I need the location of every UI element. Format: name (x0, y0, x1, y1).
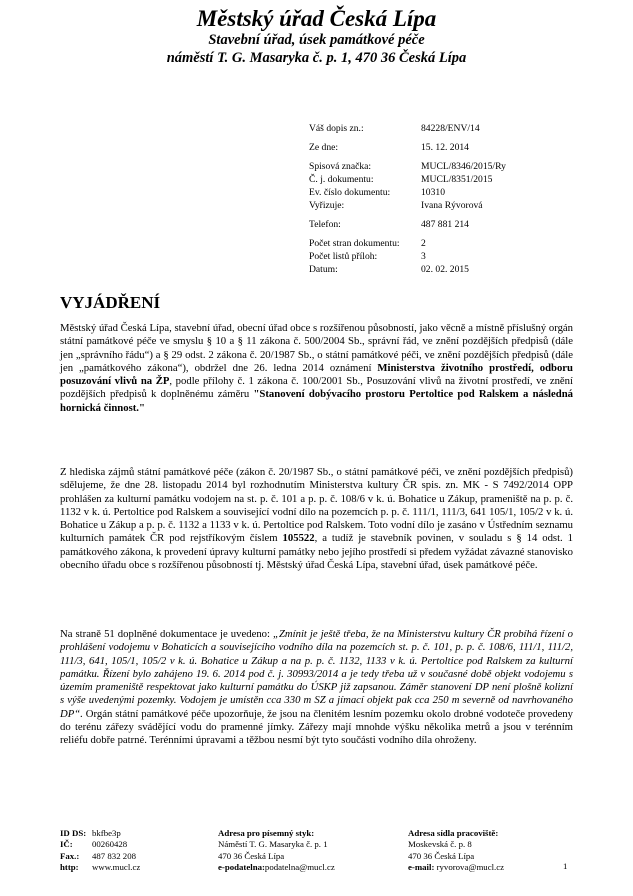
ref-row (309, 237, 506, 250)
footer-row (60, 862, 140, 873)
ref-value: 84228/ENV/14 (421, 123, 480, 134)
website-link[interactable]: www.mucl.cz (92, 861, 141, 872)
ref-row (309, 160, 506, 173)
ref-label: Č. j. dokumentu: (309, 174, 374, 185)
ref-row (309, 122, 506, 135)
quotation: „Zmínit je ještě třeba, že na Ministerstvu kultury ČR probíhá řízení o prohlášení vodojemu v Bohaticích a souvisejícího vodního díla na pozemcích st. p. č. 101, p. p. č. 108/6, 111/1, 111/2, 111/3, 641, 105/1, 105/2 v k. ú. Bohatice u Zákup a na p. p. č. 1132, 1133 v k. ú. Pertoltice pod Ralskem za kulturní památku. Řízení bylo zahájeno 19. 6. 2014 pod č. j. 30993/2014 a je tedy třeba už v současné době objekt vodojemu s územím prameniště respektovat jako kulturní památku do ÚSKP již zapsanou. Záměr stanovení DP není plošně kolizní s výše uvedenými pozemky. Vodojem je umístěn cca 330 m SZ a jímací objekt pak cca 250 m severně od navrhovaného DP“. (60, 628, 573, 720)
ref-label: Spisová značka: (309, 161, 372, 172)
department-name: Stavební úřad, úsek památkové péče (208, 32, 425, 48)
ref-value: MUCL/8351/2015 (421, 174, 493, 185)
ref-row (309, 186, 506, 199)
ref-value: Ivana Rývorová (421, 200, 483, 211)
office-address-line: Moskevská č. p. 8 (408, 839, 472, 850)
ref-label: Počet listů příloh: (309, 251, 378, 262)
footer-value: 00260428 (92, 839, 128, 850)
ref-row (309, 263, 506, 276)
paragraph-documentation (60, 628, 573, 748)
footer-label: e-podatelna: (218, 861, 265, 872)
text-run: Městský úřad Česká Lípa, stavební úřad, obecní úřad obce s rozšířenou působností, jako věcně a místně příslušný orgán státní památkové péče ve smyslu § 10 a § 11 zákona č. 500/2004 Sb., správní řád, ve znění pozdějších předpisů (dále jen „správního řádu“) a § 29 odst. 2 zákona č. 20/1987 Sb., o státní památkové péči, ve znění pozdějších předpisů (dále jen „památkového zákona“), obdržel dne 26. ledna 2014 oznámení (60, 322, 573, 374)
footer-label: http: (60, 861, 79, 872)
ref-value: 10310 (421, 187, 445, 198)
footer-label: ID DS: (60, 828, 87, 838)
footer-row (408, 862, 504, 873)
ministry-name: Ministerstva životního prostředí, odboru posuzování vlivů na ŽP (60, 361, 573, 388)
ref-row (309, 141, 506, 154)
register-number: 105522 (282, 532, 315, 545)
postal-address-line: 470 36 Česká Lípa (218, 850, 285, 861)
footer-label: e-mail: (408, 861, 435, 872)
footer-postal-address (218, 828, 335, 873)
page-number: 1 (563, 861, 568, 871)
document-title: VYJÁDŘENÍ (60, 293, 161, 312)
ref-value: 2 (421, 238, 426, 249)
ref-value: 02. 02. 2015 (421, 264, 469, 275)
ref-label: Váš dopis zn.: (309, 123, 364, 134)
text-run: Na straně 51 doplněné dokumentace je uvedeno: (60, 628, 274, 640)
ref-value: 15. 12. 2014 (421, 142, 469, 153)
ref-value: 487 881 214 (421, 219, 469, 230)
footer-row (60, 851, 140, 862)
ref-value: 3 (421, 251, 426, 262)
ref-row (309, 218, 506, 231)
ref-row (309, 199, 506, 212)
ref-label: Telefon: (309, 219, 341, 230)
ref-label: Počet stran dokumentu: (309, 238, 400, 249)
text-run: Orgán státní památkové péče upozorňuje, že jsou na členitém lesním pozemku okolo drobné vodoteče provedeny do terénu zářezy svádějící vodu do pramenné jímky. Zářezy mají mnohde výšku několika metrů a jsou v terénním reliéfu dobře patrné. Terénními úpravami a těžbou nesmí být tyto součásti vodního díla ohroženy. (60, 707, 573, 747)
ref-label: Vyřizuje: (309, 200, 345, 211)
footer-row (60, 839, 140, 850)
contact-email-link[interactable]: ryvorova@mucl.cz (436, 861, 505, 872)
ref-row (309, 173, 506, 186)
reference-block (309, 122, 506, 276)
footer-label: Fax.: (60, 850, 80, 861)
footer-ids (60, 828, 140, 873)
text-run: Z hlediska zájmů státní památkové péče (zákon č. 20/1987 Sb., o státní památkové péči, ve znění pozdějších předpisů) sdělujeme, že dne 28. listopadu 2014 byl rozhodnutím Ministerstva kultury ČR spis. zn. MK - S 7492/2014 OPP prohlášen za kulturní památku vodojem na st. p. č. 101 a p. p. č. 108/6 v k. ú. Bohatice u Zákup, prameniště na p. p. č. 1132 v k. ú. Pertoltice pod Ralskem a související vodní dílo na pozemcích p. p. č. 111/1, 111/3, 641 105/1, 105/2 v k. ú. Bohatice u Zákup a p. p. č. 1132 a 1133 v k. ú. Pertoltice pod Ralskem. Toto vodní dílo je zasáno v Ústředním seznamu kulturních památek ČR pod rejstříkovým číslem (60, 466, 573, 545)
text-run: , a tudíž je stavebník povinen, v souladu s § 14 odst. 1 památkového zákona, k provedení úpravy kulturní památky nebo jejího prostředí si předem vyžádat závazné stanovisko obecního úřadu obce s rozšířenou působností tj. Městský úřad Česká Lípa, stavební úřad, úsek památkové péče. (60, 532, 573, 572)
postal-address-title: Adresa pro písemný styk: (218, 828, 315, 838)
postal-address-line: Náměstí T. G. Masaryka č. p. 1 (218, 839, 328, 850)
office-name: Městský úřad Česká Lípa (196, 6, 437, 31)
footer-value: 487 832 208 (92, 850, 136, 861)
ref-row (309, 250, 506, 263)
office-address: náměstí T. G. Masaryka č. p. 1, 470 36 Česká Lípa (166, 50, 467, 66)
footer-value: bkfbe3p (92, 828, 121, 838)
paragraph-monument (60, 466, 573, 572)
ref-label: Ev. číslo dokumentu: (309, 187, 391, 198)
footer-row (218, 862, 335, 873)
footer-row (60, 828, 140, 839)
paragraph-intro (60, 322, 573, 415)
office-address-title: Adresa sídla pracoviště: (408, 828, 499, 838)
footer-label: IČ: (60, 839, 73, 850)
office-address-line: 470 36 Česká Lípa (408, 850, 475, 861)
letterhead (0, 6, 633, 67)
text-run: , podle přílohy č. 1 zákona č. 100/2001 Sb., Posuzování vlivů na životní prostředí, ve znění pozdějších předpisů k doplněnému záměru (60, 375, 573, 401)
ref-label: Datum: (309, 264, 338, 275)
project-name: "Stanovení dobývacího prostoru Pertoltice pod Ralskem a následná hornická činnost." (60, 388, 573, 414)
ref-value: MUCL/8346/2015/Ry (421, 161, 506, 172)
podatelna-email-link[interactable]: podatelna@mucl.cz (264, 861, 335, 872)
footer-office-address (408, 828, 504, 873)
ref-label: Ze dne: (309, 142, 339, 153)
